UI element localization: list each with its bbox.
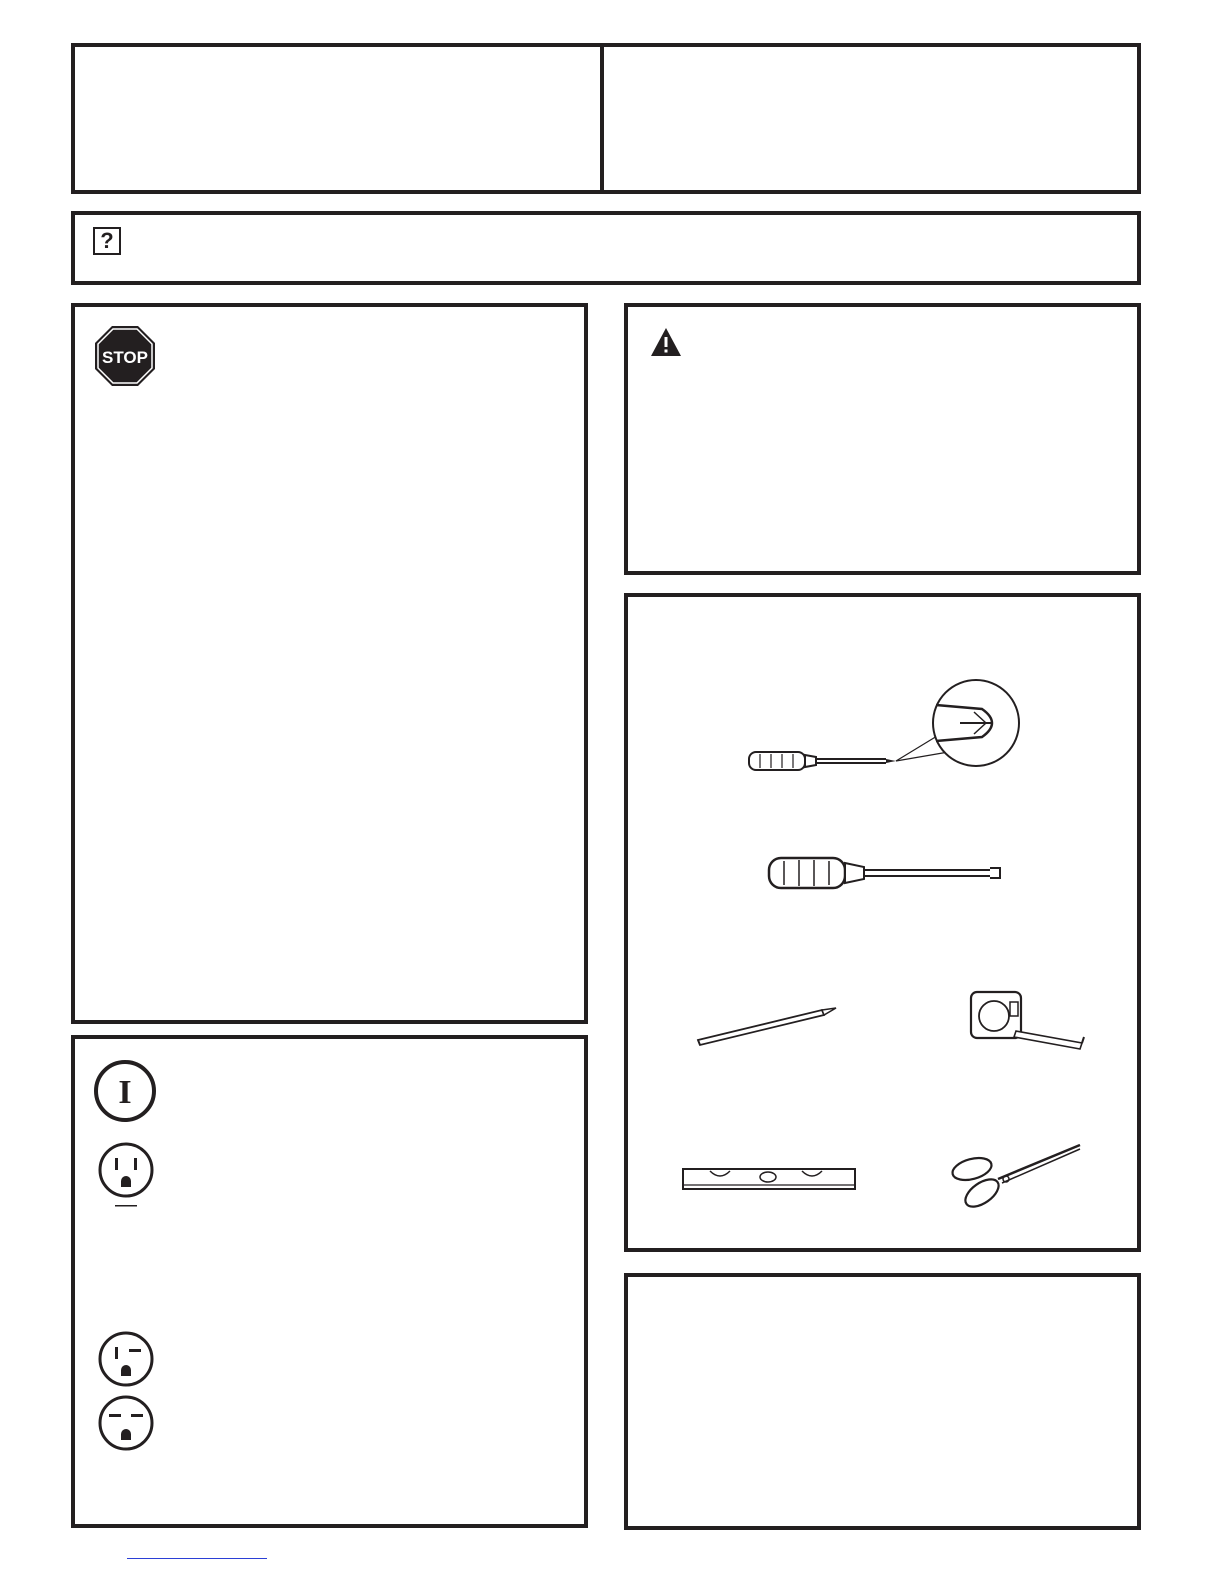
pencil-icon [694, 1002, 844, 1050]
grounded-outlet-icon [97, 1141, 155, 1209]
stop-sign-label: STOP [102, 348, 148, 367]
stop-panel [71, 303, 588, 1024]
tools-panel [624, 593, 1141, 1252]
level-icon [680, 1165, 860, 1193]
stop-sign-icon [94, 325, 156, 387]
question-mark-icon: ? [93, 227, 121, 255]
footer-link-underline[interactable] [127, 1558, 267, 1559]
phillips-screwdriver-icon [746, 679, 1026, 789]
header-box [71, 43, 1141, 194]
warning-triangle-icon [650, 327, 682, 357]
header-divider [600, 43, 604, 194]
outlet-horizontal-icon [97, 1394, 155, 1452]
warning-panel [624, 303, 1141, 575]
outlet-variant-icon [97, 1330, 155, 1388]
important-panel [71, 1035, 588, 1528]
important-glyph: I [118, 1074, 132, 1111]
flat-blade-screwdriver-icon [766, 850, 1006, 896]
tape-measure-icon [966, 987, 1094, 1057]
important-info-icon [93, 1059, 157, 1123]
questions-bar [71, 211, 1141, 285]
bottom-right-panel [624, 1273, 1141, 1530]
scissors-icon [946, 1141, 1086, 1211]
